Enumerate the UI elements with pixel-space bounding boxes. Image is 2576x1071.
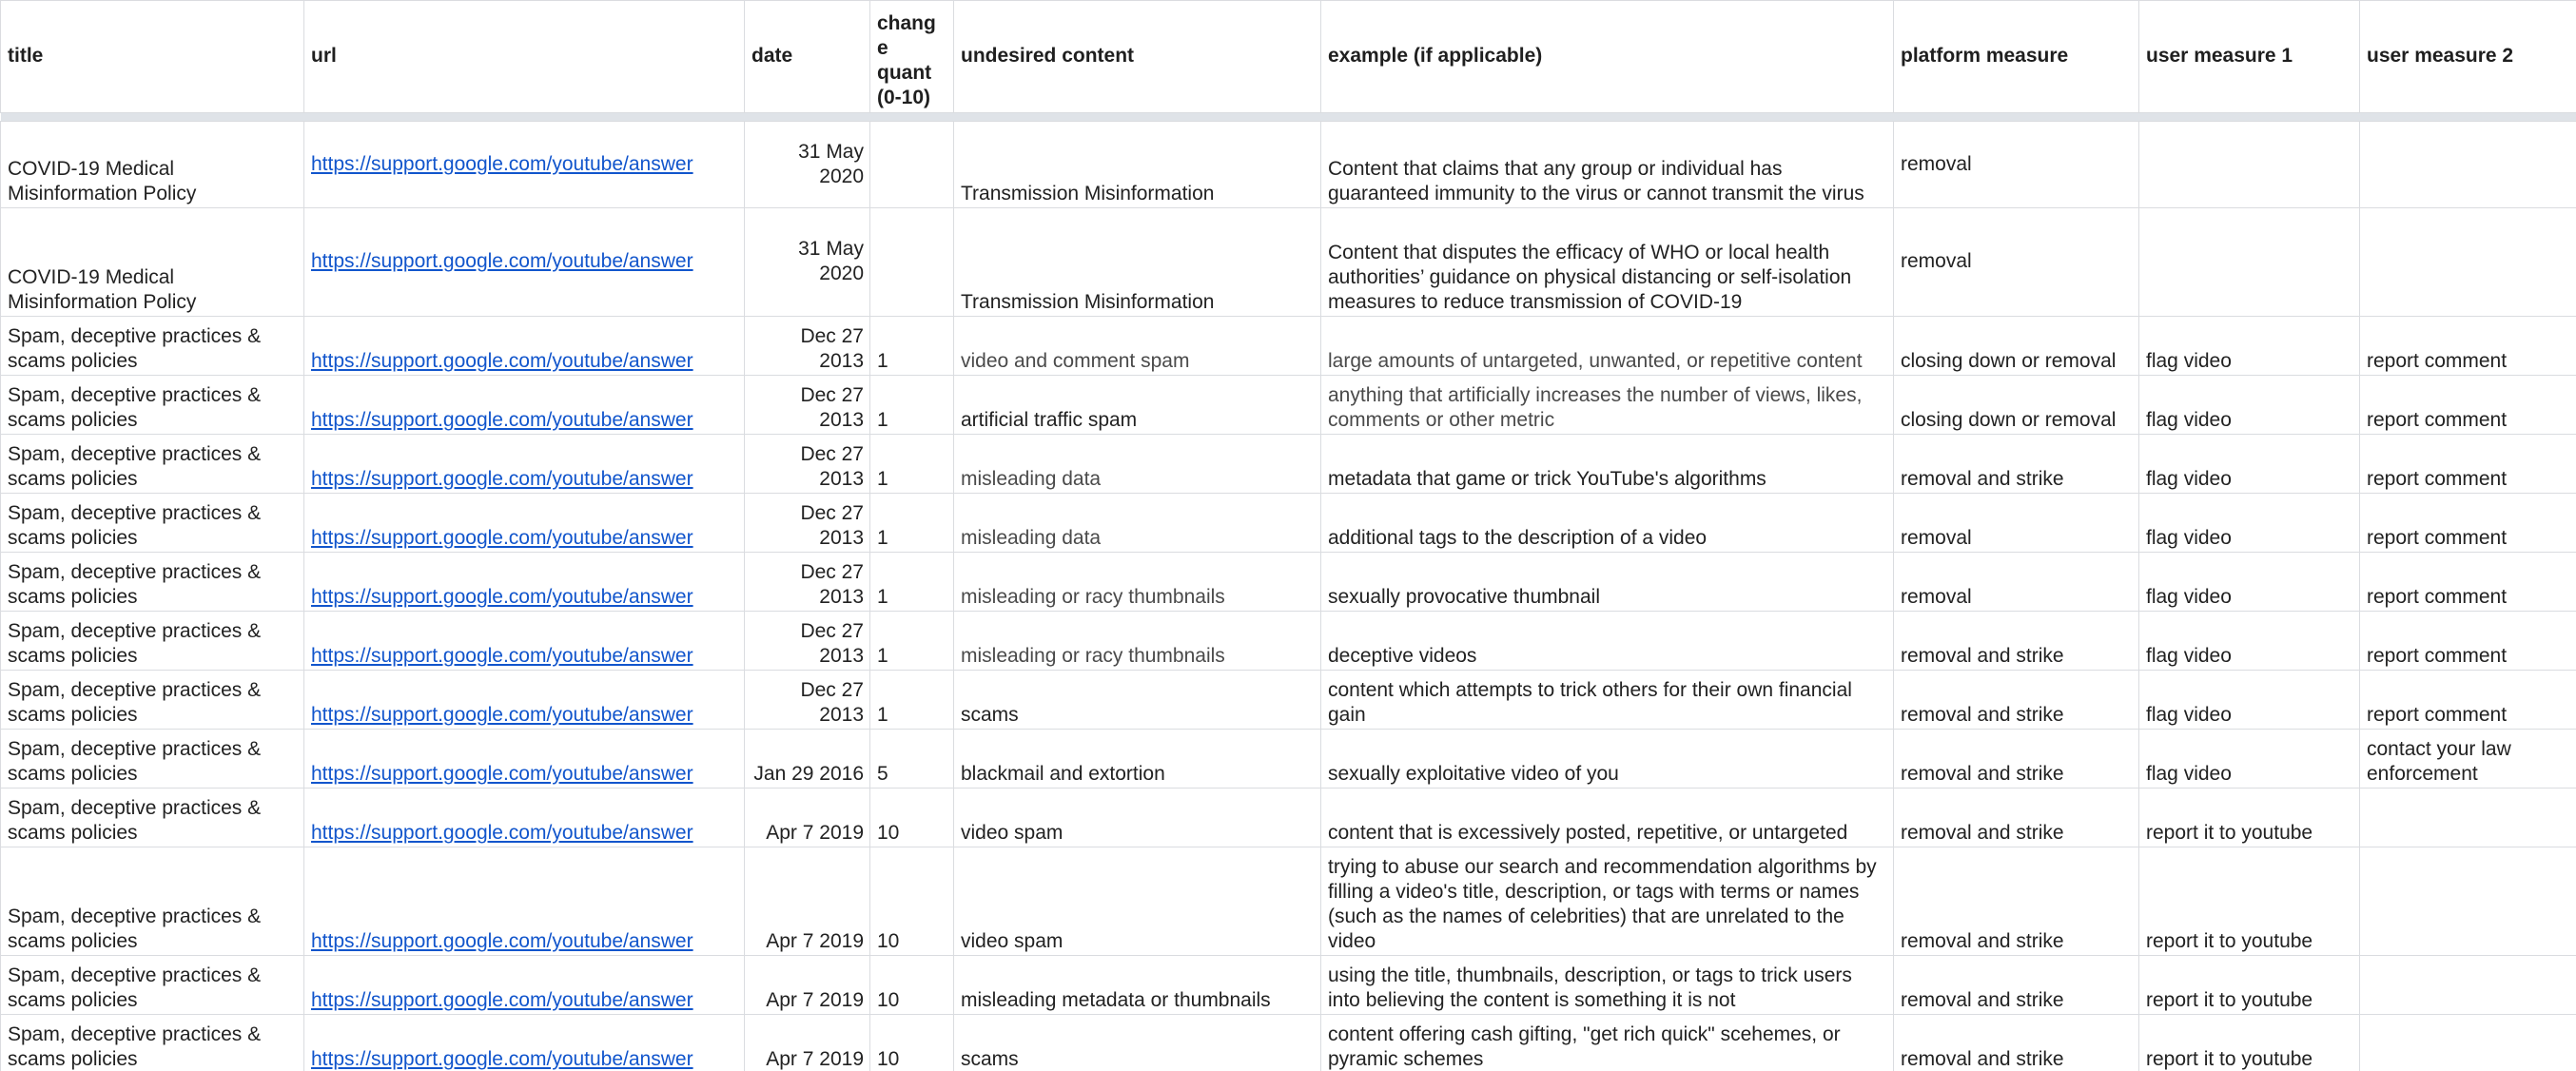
cell-platform-measure[interactable]: removal and strike: [1894, 730, 2139, 789]
cell-platform-measure[interactable]: closing down or removal: [1894, 376, 2139, 435]
table-row: [1, 122, 2576, 208]
cell-platform-measure[interactable]: removal and strike: [1894, 789, 2139, 847]
cell-title[interactable]: Spam, deceptive practices & scams policies: [1, 376, 304, 435]
table-row: [1, 956, 2576, 1015]
cell-undesired-content[interactable]: misleading data: [954, 435, 1321, 494]
cell-change-quant[interactable]: [870, 122, 954, 208]
cell-user-measure-1[interactable]: flag video: [2139, 730, 2360, 789]
cell-example[interactable]: using the title, thumbnails, description, or tags to trick users into believing the content is something it is not: [1321, 956, 1894, 1015]
cell-undesired-content[interactable]: scams: [954, 671, 1321, 730]
cell-user-measure-2[interactable]: report comment: [2360, 612, 2576, 671]
cell-undesired-content[interactable]: artificial traffic spam: [954, 376, 1321, 435]
cell-change-quant[interactable]: [870, 208, 954, 317]
table-row: [1, 671, 2576, 730]
cell-user-measure-2[interactable]: report comment: [2360, 494, 2576, 553]
cell-example[interactable]: trying to abuse our search and recommendation algorithms by filling a video's title, description, or tags with terms or names (such as the names of celebrities) that are unrelated to the video: [1321, 847, 1894, 956]
cell-platform-measure[interactable]: removal: [1894, 494, 2139, 553]
cell-url[interactable]: [304, 317, 745, 376]
cell-title[interactable]: COVID-19 Medical Misinformation Policy: [1, 122, 304, 208]
table-row: [1, 1015, 2576, 1071]
cell-platform-measure[interactable]: removal and strike: [1894, 612, 2139, 671]
cell-date[interactable]: Dec 27 2013: [745, 671, 870, 730]
cell-date[interactable]: Dec 27 2013: [745, 612, 870, 671]
header-cell-undesired-content[interactable]: undesired content: [954, 1, 1321, 113]
cell-user-measure-1[interactable]: report it to youtube: [2139, 789, 2360, 847]
cell-user-measure-1[interactable]: flag video: [2139, 671, 2360, 730]
url-link[interactable]: https://support.google.com/youtube/answer: [311, 930, 693, 952]
table-row: [1, 376, 2576, 435]
table-row: [1, 208, 2576, 317]
cell-url[interactable]: [304, 494, 745, 553]
url-link[interactable]: https://support.google.com/youtube/answer: [311, 822, 693, 844]
cell-title[interactable]: Spam, deceptive practices & scams policies: [1, 612, 304, 671]
cell-user-measure-2[interactable]: [2360, 1015, 2576, 1071]
cell-user-measure-2[interactable]: [2360, 956, 2576, 1015]
cell-change-quant[interactable]: 1: [870, 671, 954, 730]
cell-example[interactable]: content that is excessively posted, repetitive, or untargeted: [1321, 789, 1894, 847]
cell-user-measure-1[interactable]: flag video: [2139, 612, 2360, 671]
cell-platform-measure[interactable]: removal and strike: [1894, 435, 2139, 494]
table-row: [1, 612, 2576, 671]
cell-example[interactable]: large amounts of untargeted, unwanted, or repetitive content: [1321, 317, 1894, 376]
cell-undesired-content[interactable]: blackmail and extortion: [954, 730, 1321, 789]
cell-user-measure-2[interactable]: report comment: [2360, 671, 2576, 730]
url-link[interactable]: https://support.google.com/youtube/answer: [311, 527, 693, 549]
cell-date[interactable]: 31 May 2020: [745, 122, 870, 208]
cell-user-measure-1[interactable]: [2139, 208, 2360, 317]
cell-platform-measure[interactable]: removal and strike: [1894, 671, 2139, 730]
cell-change-quant[interactable]: 10: [870, 789, 954, 847]
url-link[interactable]: https://support.google.com/youtube/answer: [311, 704, 693, 726]
cell-example[interactable]: anything that artificially increases the number of views, likes, comments or other metric: [1321, 376, 1894, 435]
cell-user-measure-1[interactable]: report it to youtube: [2139, 1015, 2360, 1071]
cell-url[interactable]: [304, 671, 745, 730]
url-link[interactable]: https://support.google.com/youtube/answer: [311, 1048, 693, 1070]
cell-change-quant[interactable]: 10: [870, 1015, 954, 1071]
cell-user-measure-2[interactable]: [2360, 122, 2576, 208]
header-cell-user-measure-1[interactable]: user measure 1: [2139, 1, 2360, 113]
cell-title[interactable]: Spam, deceptive practices & scams policies: [1, 494, 304, 553]
table-row: [1, 553, 2576, 612]
cell-user-measure-1[interactable]: [2139, 122, 2360, 208]
cell-change-quant[interactable]: 1: [870, 376, 954, 435]
url-link[interactable]: https://support.google.com/youtube/answer: [311, 350, 693, 372]
cell-user-measure-2[interactable]: report comment: [2360, 317, 2576, 376]
header-cell-url[interactable]: url: [304, 1, 745, 113]
cell-url[interactable]: [304, 612, 745, 671]
cell-undesired-content[interactable]: misleading metadata or thumbnails: [954, 956, 1321, 1015]
frozen-row-divider[interactable]: [1, 113, 2576, 122]
cell-change-quant[interactable]: 1: [870, 553, 954, 612]
cell-undesired-content[interactable]: video and comment spam: [954, 317, 1321, 376]
table-row: [1, 847, 2576, 956]
cell-example[interactable]: metadata that game or trick YouTube's algorithms: [1321, 435, 1894, 494]
cell-title[interactable]: Spam, deceptive practices & scams policies: [1, 435, 304, 494]
cell-change-quant[interactable]: 1: [870, 317, 954, 376]
cell-url[interactable]: [304, 435, 745, 494]
cell-url[interactable]: [304, 1015, 745, 1071]
table-row: [1, 317, 2576, 376]
cell-title[interactable]: Spam, deceptive practices & scams policies: [1, 847, 304, 956]
cell-undesired-content[interactable]: Transmission Misinformation: [954, 122, 1321, 208]
cell-example[interactable]: Content that disputes the efficacy of WHO or local health authorities’ guidance on physical distancing or self-isolation measures to reduce transmission of COVID-19: [1321, 208, 1894, 317]
cell-change-quant[interactable]: 1: [870, 612, 954, 671]
cell-date[interactable]: Dec 27 2013: [745, 376, 870, 435]
cell-title[interactable]: Spam, deceptive practices & scams policies: [1, 553, 304, 612]
cell-user-measure-2[interactable]: [2360, 208, 2576, 317]
cell-url[interactable]: [304, 208, 745, 317]
cell-change-quant[interactable]: 1: [870, 435, 954, 494]
cell-url[interactable]: [304, 553, 745, 612]
url-link[interactable]: https://support.google.com/youtube/answer: [311, 152, 693, 175]
header-cell-date[interactable]: date: [745, 1, 870, 113]
cell-date[interactable]: Apr 7 2019: [745, 1015, 870, 1071]
cell-change-quant[interactable]: 1: [870, 494, 954, 553]
cell-example[interactable]: additional tags to the description of a video: [1321, 494, 1894, 553]
cell-title[interactable]: Spam, deceptive practices & scams policies: [1, 730, 304, 789]
cell-date[interactable]: Dec 27 2013: [745, 553, 870, 612]
cell-undesired-content[interactable]: misleading data: [954, 494, 1321, 553]
cell-user-measure-2[interactable]: contact your law enforcement: [2360, 730, 2576, 789]
cell-example[interactable]: Content that claims that any group or individual has guaranteed immunity to the virus or cannot transmit the virus: [1321, 122, 1894, 208]
cell-platform-measure[interactable]: removal: [1894, 208, 2139, 317]
url-link[interactable]: https://support.google.com/youtube/answer: [311, 763, 693, 785]
header-cell-platform-measure[interactable]: platform measure: [1894, 1, 2139, 113]
cell-example[interactable]: deceptive videos: [1321, 612, 1894, 671]
url-link[interactable]: https://support.google.com/youtube/answer: [311, 250, 693, 272]
cell-user-measure-2[interactable]: [2360, 789, 2576, 847]
cell-date[interactable]: Apr 7 2019: [745, 956, 870, 1015]
cell-title[interactable]: COVID-19 Medical Misinformation Policy: [1, 208, 304, 317]
header-cell-example[interactable]: example (if applicable): [1321, 1, 1894, 113]
cell-example[interactable]: content offering cash gifting, "get rich quick" scehemes, or pyramic schemes: [1321, 1015, 1894, 1071]
cell-undesired-content[interactable]: video spam: [954, 789, 1321, 847]
cell-date[interactable]: Jan 29 2016: [745, 730, 870, 789]
cell-date[interactable]: Dec 27 2013: [745, 435, 870, 494]
cell-platform-measure[interactable]: removal: [1894, 553, 2139, 612]
cell-user-measure-1[interactable]: flag video: [2139, 435, 2360, 494]
cell-platform-measure[interactable]: removal and strike: [1894, 956, 2139, 1015]
cell-user-measure-1[interactable]: flag video: [2139, 553, 2360, 612]
table-row: [1, 435, 2576, 494]
url-link[interactable]: https://support.google.com/youtube/answer: [311, 989, 693, 1011]
cell-user-measure-1[interactable]: flag video: [2139, 376, 2360, 435]
cell-change-quant[interactable]: 10: [870, 956, 954, 1015]
cell-user-measure-1[interactable]: flag video: [2139, 317, 2360, 376]
cell-user-measure-1[interactable]: report it to youtube: [2139, 847, 2360, 956]
cell-url[interactable]: [304, 789, 745, 847]
cell-platform-measure[interactable]: closing down or removal: [1894, 317, 2139, 376]
cell-date[interactable]: Dec 27 2013: [745, 317, 870, 376]
cell-title[interactable]: Spam, deceptive practices & scams policies: [1, 1015, 304, 1071]
cell-undesired-content[interactable]: scams: [954, 1015, 1321, 1071]
cell-undesired-content[interactable]: misleading or racy thumbnails: [954, 553, 1321, 612]
cell-user-measure-2[interactable]: report comment: [2360, 376, 2576, 435]
cell-change-quant[interactable]: 5: [870, 730, 954, 789]
url-link[interactable]: https://support.google.com/youtube/answer: [311, 468, 693, 490]
cell-undesired-content[interactable]: misleading or racy thumbnails: [954, 612, 1321, 671]
url-link[interactable]: https://support.google.com/youtube/answer: [311, 586, 693, 608]
cell-date[interactable]: Apr 7 2019: [745, 847, 870, 956]
table-row: [1, 494, 2576, 553]
cell-date[interactable]: 31 May 2020: [745, 208, 870, 317]
cell-user-measure-1[interactable]: report it to youtube: [2139, 956, 2360, 1015]
cell-url[interactable]: [304, 730, 745, 789]
cell-undesired-content[interactable]: video spam: [954, 847, 1321, 956]
cell-title[interactable]: Spam, deceptive practices & scams policies: [1, 956, 304, 1015]
cell-title[interactable]: Spam, deceptive practices & scams policies: [1, 789, 304, 847]
header-cell-change-quant[interactable]: chang e quant (0-10): [870, 1, 954, 113]
cell-date[interactable]: Dec 27 2013: [745, 494, 870, 553]
url-link[interactable]: https://support.google.com/youtube/answer: [311, 645, 693, 667]
cell-url[interactable]: [304, 122, 745, 208]
cell-example[interactable]: sexually exploitative video of you: [1321, 730, 1894, 789]
cell-date[interactable]: Apr 7 2019: [745, 789, 870, 847]
table-row: [1, 730, 2576, 789]
cell-example[interactable]: sexually provocative thumbnail: [1321, 553, 1894, 612]
cell-url[interactable]: [304, 376, 745, 435]
header-cell-user-measure-2[interactable]: user measure 2: [2360, 1, 2576, 113]
cell-example[interactable]: content which attempts to trick others for their own financial gain: [1321, 671, 1894, 730]
header-cell-title[interactable]: title: [1, 1, 304, 113]
cell-title[interactable]: Spam, deceptive practices & scams policies: [1, 671, 304, 730]
cell-user-measure-1[interactable]: flag video: [2139, 494, 2360, 553]
cell-undesired-content[interactable]: Transmission Misinformation: [954, 208, 1321, 317]
cell-url[interactable]: [304, 847, 745, 956]
cell-platform-measure[interactable]: removal: [1894, 122, 2139, 208]
cell-user-measure-2[interactable]: [2360, 847, 2576, 956]
cell-user-measure-2[interactable]: report comment: [2360, 435, 2576, 494]
url-link[interactable]: https://support.google.com/youtube/answer: [311, 409, 693, 431]
cell-user-measure-2[interactable]: report comment: [2360, 553, 2576, 612]
cell-title[interactable]: Spam, deceptive practices & scams policies: [1, 317, 304, 376]
cell-platform-measure[interactable]: removal and strike: [1894, 1015, 2139, 1071]
cell-platform-measure[interactable]: removal and strike: [1894, 847, 2139, 956]
header-row: [1, 1, 2576, 113]
table-row: [1, 789, 2576, 847]
cell-url[interactable]: [304, 956, 745, 1015]
cell-change-quant[interactable]: 10: [870, 847, 954, 956]
